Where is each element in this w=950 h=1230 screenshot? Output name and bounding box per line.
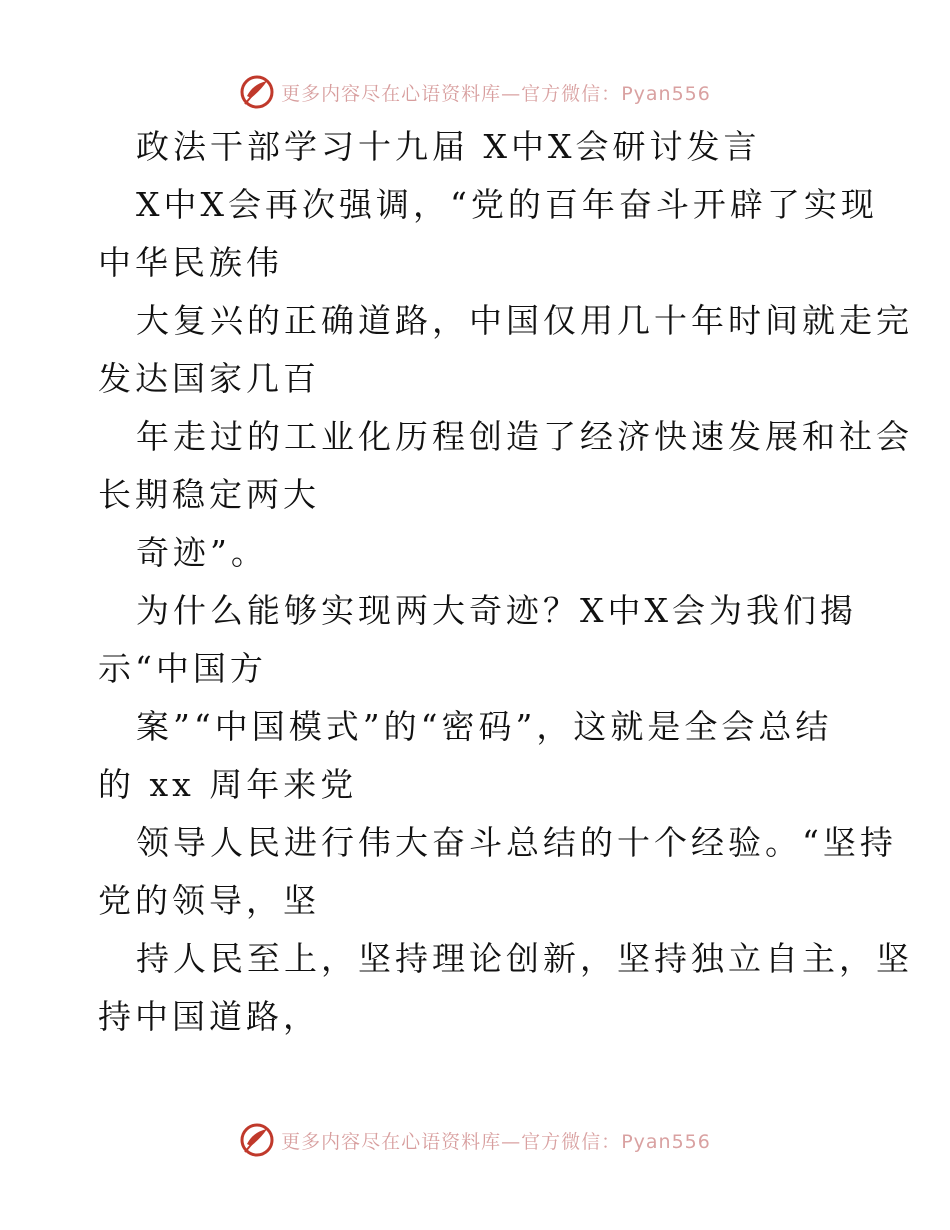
header-banner: [0, 70, 950, 114]
banner-contact-id: Pyan556: [621, 1130, 711, 1153]
footer-banner: [0, 1118, 950, 1162]
text-line: 大复兴的正确道路，中国仅用几十年时间就走完: [136, 301, 913, 340]
banner-contact-label: 官方微信：: [521, 1130, 622, 1153]
text-line: 的 xx 周年来党: [98, 765, 358, 804]
text-line: 中华民族伟: [98, 243, 283, 282]
banner-brand: 更多内容尽在心语资料库: [281, 82, 502, 105]
feather-quill-logo-icon: [239, 1122, 275, 1158]
text-line: 奇迹”。: [136, 533, 268, 572]
banner-text: [281, 1127, 711, 1154]
text-line: 长期稳定两大: [98, 475, 320, 514]
text-line: 持人民至上，坚持理论创新，坚持独立自主，坚: [136, 939, 913, 978]
text-line: 年走过的工业化历程创造了经济快速发展和社会: [136, 417, 913, 456]
text-line: 发达国家几百: [98, 359, 320, 398]
banner-contact-label: 官方微信：: [521, 82, 622, 105]
banner-separator: —: [501, 82, 522, 105]
banner-separator: —: [501, 1130, 522, 1153]
text-line: 党的领导，坚: [98, 881, 320, 920]
text-line: 案”“中国模式”的“密码”，这就是全会总结: [136, 707, 833, 746]
document-body: [98, 118, 913, 1046]
document-title: 政法干部学习十九届 X中X会研讨发言: [136, 127, 761, 166]
text-line: X中X会再次强调，“党的百年奋斗开辟了实现: [136, 185, 878, 224]
text-line: 持中国道路，: [98, 997, 320, 1036]
text-line: 为什么能够实现两大奇迹？X中X会为我们揭: [136, 591, 857, 630]
banner-text: [281, 79, 711, 106]
banner-brand: 更多内容尽在心语资料库: [281, 1130, 502, 1153]
text-line: 示“中国方: [98, 649, 267, 688]
feather-quill-logo-icon: [239, 74, 275, 110]
banner-contact-id: Pyan556: [621, 82, 711, 105]
text-line: 领导人民进行伟大奋斗总结的十个经验。“坚持: [136, 823, 897, 862]
